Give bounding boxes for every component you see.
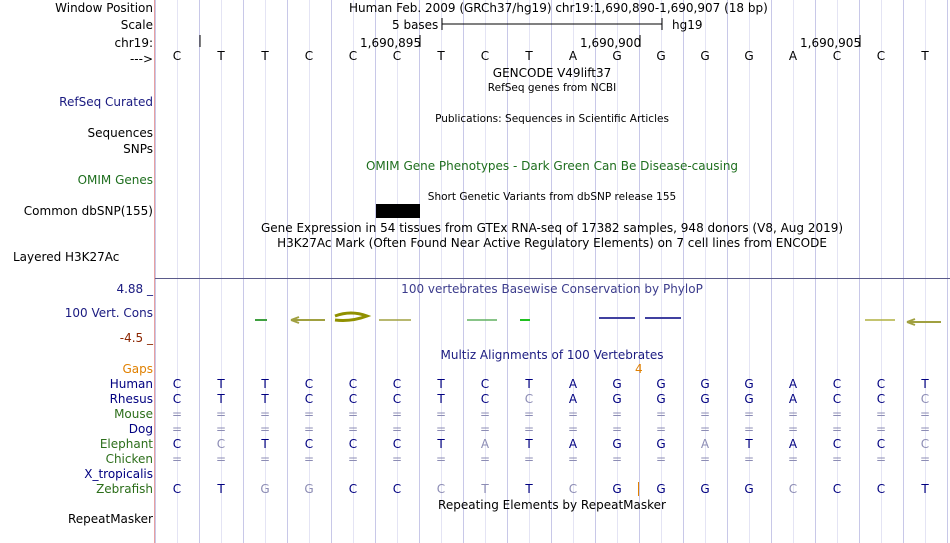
alignment-base: C [876, 437, 886, 451]
refseq-track-title: RefSeq genes from NCBI [487, 82, 617, 94]
alignment-base: G [744, 377, 754, 391]
sequence-base: C [304, 49, 314, 63]
sequence-base: G [656, 49, 666, 63]
alignment-base: G [656, 392, 666, 406]
alignment-base: G [700, 392, 710, 406]
alignment-base: = [171, 422, 183, 436]
alignment-base: = [743, 452, 755, 466]
alignment-base: G [744, 392, 754, 406]
phylop-track-title: 100 vertebrates Basewise Conservation by PhyloP [401, 282, 703, 296]
alignment-base: = [523, 422, 535, 436]
alignment-base: C [392, 437, 402, 451]
alignment-base: = [479, 422, 491, 436]
alignment-base: T [261, 437, 269, 451]
strand-label: ---> [129, 52, 153, 66]
sequence-base: C [392, 49, 402, 63]
alignment-base: C [788, 482, 798, 496]
alignment-base: = [303, 422, 315, 436]
alignment-base: = [743, 422, 755, 436]
sequence-base: C [876, 49, 886, 63]
alignment-base: = [831, 407, 843, 421]
alignment-base: = [699, 407, 711, 421]
refseq-track-label[interactable]: RefSeq Curated [59, 95, 153, 109]
alignment-base: = [435, 422, 447, 436]
alignment-base: = [435, 452, 447, 466]
species-label-zebrafish[interactable]: Zebrafish [96, 482, 153, 496]
alignment-base: = [787, 422, 799, 436]
alignment-base: = [347, 422, 359, 436]
alignment-base: T [525, 482, 533, 496]
dbsnp-variant-block[interactable] [376, 204, 420, 218]
alignment-base: C [348, 482, 358, 496]
alignment-base: = [655, 452, 667, 466]
omim-track-label[interactable]: OMIM Genes [77, 173, 153, 187]
alignment-base: = [303, 452, 315, 466]
alignment-base: = [875, 452, 887, 466]
alignment-base: T [437, 377, 445, 391]
alignment-base: = [655, 422, 667, 436]
alignment-base: = [831, 422, 843, 436]
alignment-base: G [656, 437, 666, 451]
alignment-base: C [436, 482, 446, 496]
alignment-base: C [304, 377, 314, 391]
alignment-base: T [921, 377, 929, 391]
alignment-base: = [699, 422, 711, 436]
sequences-track-label[interactable]: Sequences [87, 126, 153, 140]
alignment-base: = [435, 407, 447, 421]
snps-track-label[interactable]: SNPs [123, 142, 153, 156]
sequence-base: C [832, 49, 842, 63]
alignment-base: = [347, 452, 359, 466]
alignment-base: T [745, 437, 753, 451]
sequence-base: A [788, 49, 798, 63]
alignment-base: A [568, 437, 578, 451]
scale-label: Scale [120, 18, 153, 32]
alignment-base: C [348, 437, 358, 451]
alignment-base: = [611, 407, 623, 421]
alignment-base: T [481, 482, 489, 496]
alignment-base: C [172, 437, 182, 451]
sequence-base: G [744, 49, 754, 63]
alignment-base: G [700, 377, 710, 391]
alignment-base: = [611, 422, 623, 436]
phylop-conservation-plot [155, 300, 950, 340]
window-position-label: Window Position [55, 1, 153, 15]
alignment-base: C [480, 392, 490, 406]
window-position-value: Human Feb. 2009 (GRCh37/hg19) chr19:1,690,890-1,690,907 (18 bp) [349, 1, 768, 15]
alignment-base: T [437, 437, 445, 451]
species-label-chicken[interactable]: Chicken [105, 452, 153, 466]
alignment-base: = [787, 452, 799, 466]
alignment-base: = [919, 452, 931, 466]
ruler-tick-3: 1,690,905 [800, 36, 862, 50]
sequence-base: C [172, 49, 182, 63]
alignment-base: = [215, 422, 227, 436]
alignment-base: = [919, 422, 931, 436]
alignment-base: C [920, 392, 930, 406]
species-label-human[interactable]: Human [109, 377, 153, 391]
gtex-track-title: Gene Expression in 54 tissues from GTEx RNA-seq of 17382 samples, 948 donors (V8, Aug 2019) [260, 221, 844, 235]
alignment-base: T [261, 392, 269, 406]
alignment-base: = [391, 422, 403, 436]
alignment-base: A [568, 377, 578, 391]
alignment-base: = [611, 452, 623, 466]
sequence-base: T [261, 49, 269, 63]
alignment-base: C [832, 377, 842, 391]
alignment-base: C [216, 437, 226, 451]
alignment-base: C [876, 482, 886, 496]
alignment-base: A [700, 437, 710, 451]
alignment-base: G [700, 482, 710, 496]
alignment-base: = [303, 407, 315, 421]
alignment-base: = [171, 452, 183, 466]
alignment-base: C [304, 437, 314, 451]
alignment-base: T [525, 377, 533, 391]
alignment-base: = [259, 407, 271, 421]
alignment-base: = [655, 407, 667, 421]
alignment-base: C [172, 377, 182, 391]
alignment-base: = [215, 452, 227, 466]
track-separator [155, 278, 950, 279]
alignment-base: = [875, 407, 887, 421]
alignment-base: C [568, 482, 578, 496]
species-label-dog[interactable]: Dog [128, 422, 153, 436]
sequence-base: A [568, 49, 578, 63]
sequence-base: G [612, 49, 622, 63]
alignment-base: G [612, 437, 622, 451]
alignment-base: C [920, 437, 930, 451]
repeatmasker-track-title: Repeating Elements by RepeatMasker [438, 498, 666, 512]
zebrafish-insertion-mark [638, 482, 639, 496]
alignment-base: = [567, 407, 579, 421]
alignment-base: = [259, 452, 271, 466]
alignment-base: = [523, 452, 535, 466]
omim-track-title: OMIM Gene Phenotypes - Dark Green Can Be Disease-causing [365, 159, 739, 173]
alignment-base: C [876, 377, 886, 391]
alignment-base: G [260, 482, 270, 496]
cons-min-label: -4.5 _ [119, 331, 153, 345]
alignment-base: = [347, 407, 359, 421]
alignment-base: A [788, 437, 798, 451]
alignment-base: G [304, 482, 314, 496]
alignment-base: = [479, 407, 491, 421]
ruler-tick-1: 1,690,895 [360, 36, 422, 50]
chrom-label: chr19: [114, 36, 153, 50]
sequence-base: T [525, 49, 533, 63]
alignment-base: C [832, 482, 842, 496]
alignment-base: C [392, 377, 402, 391]
species-label-x_tropicalis[interactable]: X_tropicalis [84, 467, 153, 481]
alignment-base: C [392, 392, 402, 406]
dbsnp-track-title: Short Genetic Variants from dbSNP release 155 [427, 191, 677, 203]
gaps-label: Gaps [122, 362, 153, 376]
alignment-base: = [567, 422, 579, 436]
alignment-base: A [568, 392, 578, 406]
sequence-base: T [217, 49, 225, 63]
species-label-rhesus[interactable]: Rhesus [109, 392, 153, 406]
species-label-elephant[interactable]: Elephant [99, 437, 153, 451]
alignment-base: = [919, 407, 931, 421]
alignment-base: G [612, 377, 622, 391]
alignment-base: C [480, 377, 490, 391]
publications-track-title: Publications: Sequences in Scientific Articles [435, 113, 669, 125]
sequence-base: T [921, 49, 929, 63]
alignment-base: C [304, 392, 314, 406]
dbsnp-track-label[interactable]: Common dbSNP(155) [23, 204, 153, 218]
alignment-base: C [524, 392, 534, 406]
cons-max-label: 4.88 _ [116, 282, 153, 296]
scale-assembly: hg19 [672, 18, 703, 32]
alignment-base: C [832, 437, 842, 451]
sequence-base: G [700, 49, 710, 63]
alignment-base: = [259, 422, 271, 436]
alignment-base: T [217, 482, 225, 496]
sequence-base: C [480, 49, 490, 63]
h3k27ac-track-title: H3K27Ac Mark (Often Found Near Active Regulatory Elements) on 7 cell lines from ENCODE [277, 236, 827, 250]
alignment-base: C [392, 482, 402, 496]
alignment-base: C [832, 392, 842, 406]
alignment-base: T [921, 482, 929, 496]
alignment-base: G [612, 392, 622, 406]
alignment-base: = [743, 407, 755, 421]
alignment-base: = [831, 452, 843, 466]
gap-count: 4 [635, 362, 643, 376]
alignment-base: C [876, 392, 886, 406]
scale-value: 5 bases [392, 18, 439, 32]
alignment-base: = [699, 452, 711, 466]
gencode-track-title: GENCODE V49lift37 [492, 66, 612, 80]
sequence-base: C [348, 49, 358, 63]
alignment-base: = [215, 407, 227, 421]
alignment-base: C [172, 392, 182, 406]
cons-track-label[interactable]: 100 Vert. Cons [64, 306, 153, 320]
alignment-base: T [217, 392, 225, 406]
alignment-base: G [656, 482, 666, 496]
alignment-base: C [348, 392, 358, 406]
alignment-base: = [875, 422, 887, 436]
alignment-base: = [391, 407, 403, 421]
species-label-mouse[interactable]: Mouse [114, 407, 153, 421]
alignment-base: = [523, 407, 535, 421]
alignment-base: T [217, 377, 225, 391]
alignment-base: G [656, 377, 666, 391]
alignment-base: = [787, 407, 799, 421]
alignment-base: G [612, 482, 622, 496]
h3k27ac-track-label[interactable]: Layered H3K27Ac [13, 250, 120, 264]
alignment-base: C [348, 377, 358, 391]
alignment-base: T [437, 392, 445, 406]
alignment-base: = [391, 452, 403, 466]
alignment-base: T [525, 437, 533, 451]
alignment-base: C [172, 482, 182, 496]
sequence-base: T [437, 49, 445, 63]
alignment-base: G [744, 482, 754, 496]
ruler-tick-2: 1,690,900 [580, 36, 642, 50]
alignment-base: A [788, 377, 798, 391]
alignment-base: A [480, 437, 490, 451]
alignment-base: = [479, 452, 491, 466]
multiz-track-title: Multiz Alignments of 100 Vertebrates [440, 348, 664, 362]
scale-bar [440, 16, 666, 32]
alignment-base: = [567, 452, 579, 466]
repeatmasker-track-label[interactable]: RepeatMasker [67, 512, 153, 526]
alignment-base: = [171, 407, 183, 421]
alignment-base: T [261, 377, 269, 391]
alignment-base: A [788, 392, 798, 406]
